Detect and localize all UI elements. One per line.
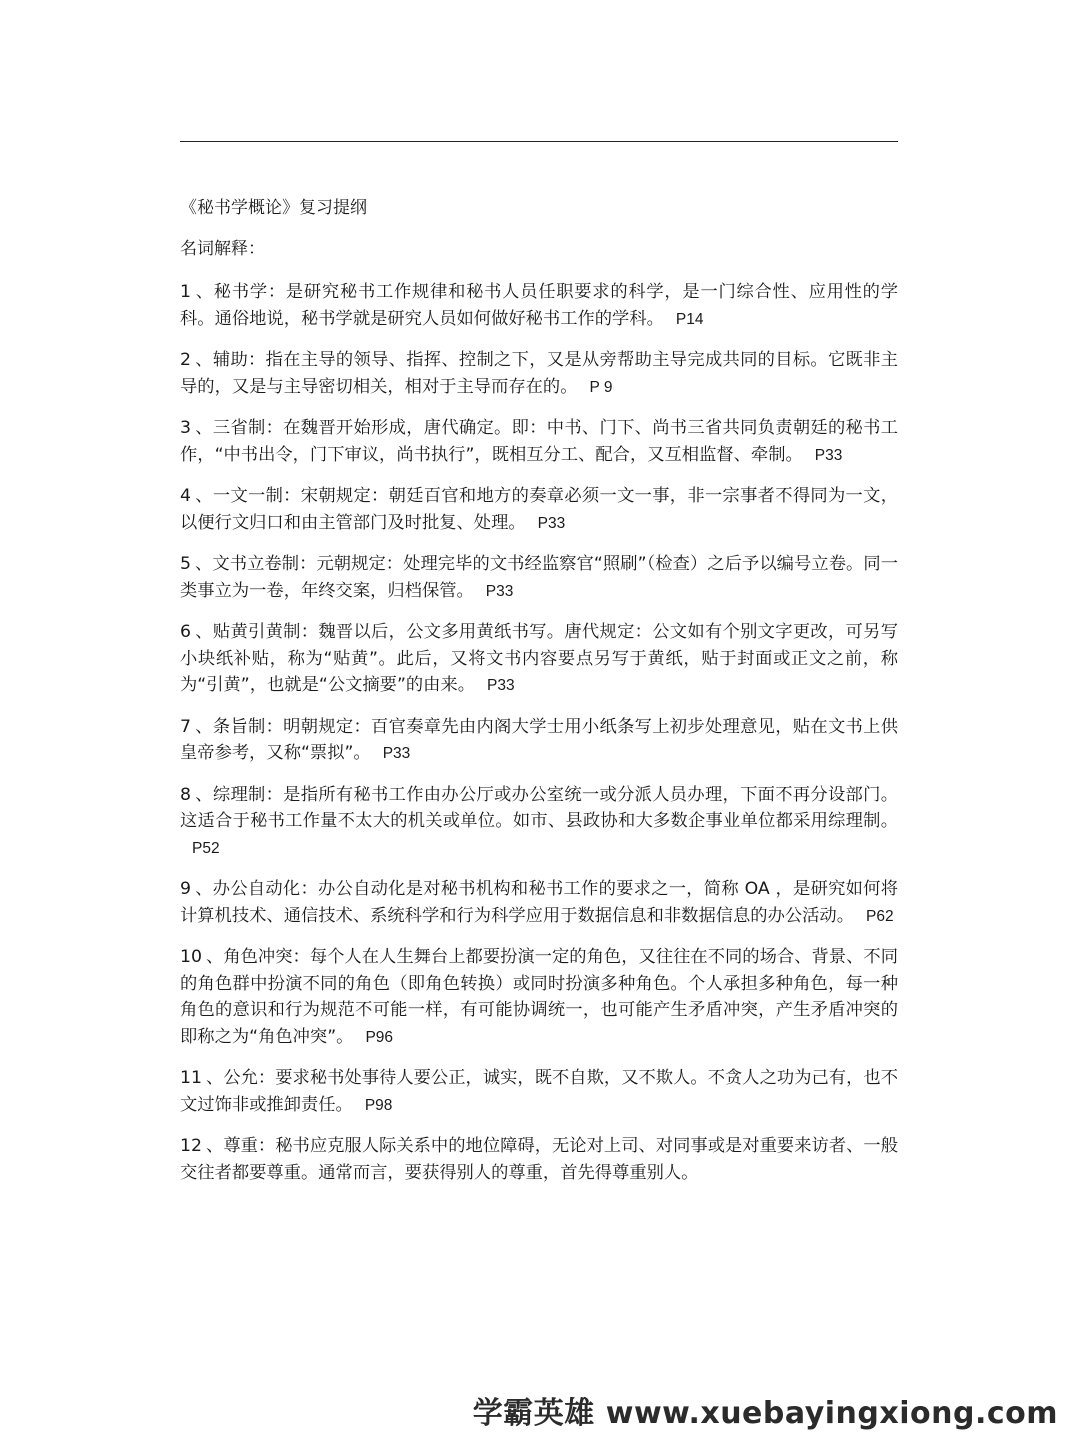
entry-number: 5 — [180, 554, 191, 574]
entry-number: 7 — [180, 716, 191, 737]
term-entry — [180, 279, 898, 333]
page-reference: P52 — [192, 839, 220, 857]
page-reference: P33 — [487, 677, 515, 694]
entry-number: 8 — [180, 784, 191, 805]
term-entry — [180, 1065, 898, 1119]
document-title: 《秘书学概论》复习提纲 — [180, 198, 367, 218]
entry-number: 1 — [180, 282, 191, 302]
page-reference: P98 — [364, 1096, 393, 1114]
page-reference: P14 — [675, 310, 704, 328]
page-reference: P33 — [382, 745, 411, 762]
entry-number: 12 — [180, 1136, 202, 1156]
entry-number: 11 — [180, 1068, 202, 1088]
entry-number: 9 — [180, 879, 191, 899]
entry-text: 、条旨制：明朝规定：百官奏章先由内阁大学士用小纸条写上初步处理意见，贴在文书上供皇帝参考，又称“票拟”。 — [180, 716, 898, 763]
entry-text: 、三省制：在魏晋开始形成，唐代确定。即：中书、门下、尚书三省共同负责朝廷的秘书工作，“中书出令，门下审议，尚书执行”，既相互分工、配合，又互相监督、牵制。 — [180, 418, 898, 465]
term-entry — [180, 782, 898, 863]
entry-text: 、一文一制：宋朝规定：朝廷百官和地方的奏章必须一文一事，非一宗事者不得同为一文，以便行文归口和由主管部门及时批复、处理。 — [180, 486, 898, 533]
page-reference: P 9 — [589, 378, 613, 396]
page-reference: P33 — [537, 514, 566, 532]
term-entry — [180, 347, 898, 401]
entry-text: 、公允：要求秘书处事待人要公正，诚实，既不自欺，又不欺人。不贪人之功为己有，也不文过饰非或推卸责任。 — [180, 1068, 898, 1115]
page-reference: P33 — [814, 446, 843, 464]
entry-text: 、综理制：是指所有秘书工作由办公厅或办公室统一或分派人员办理，下面不再分设部门。这适合于秘书工作量不太大的机关或单位。如市、县政协和大多数企事业单位都采用综理制。 — [180, 784, 898, 831]
entry-text: 、尊重：秘书应克服人际关系中的地位障碍，无论对上司、对同事或是对重要来访者、一般交往者都要尊重。通常而言，要获得别人的尊重，首先得尊重别人。 — [180, 1136, 898, 1183]
page-reference: P62 — [865, 907, 894, 925]
entry-number: 10 — [180, 947, 202, 967]
term-list — [180, 279, 898, 1186]
header-rule — [180, 141, 898, 142]
entry-text: 、贴黄引黄制：魏晋以后，公文多用黄纸书写。唐代规定：公文如有个别文字更改，可另写小块纸补贴，称为“贴黄”。此后，又将文书内容要点另写于黄纸，贴于封面或正文之前，称为“引黄”，也就是“公文摘要”的由来。 — [180, 622, 898, 695]
entry-text: 、秘书学：是研究秘书工作规律和秘书人员任职要求的科学，是一门综合性、应用性的学科。通俗地说，秘书学就是研究人员如何做好秘书工作的学科。 — [180, 282, 898, 329]
term-entry — [180, 483, 898, 537]
entry-number: 6 — [180, 622, 191, 642]
page-reference: P96 — [365, 1028, 394, 1046]
site-watermark: 学霸英雄 www.xuebayingxiong.com — [472, 1396, 1058, 1431]
entry-text: 、辅助：指在主导的领导、指挥、控制之下，又是从旁帮助主导完成共同的目标。它既非主导的，又是与主导密切相关，相对于主导而存在的。 — [180, 350, 898, 397]
term-entry — [180, 714, 898, 768]
entry-number: 2 — [180, 350, 191, 370]
page-reference: P33 — [485, 582, 514, 600]
entry-number: 4 — [180, 486, 191, 506]
term-entry — [180, 619, 898, 700]
entry-text: 、文书立卷制：元朝规定：处理完毕的文书经监察官“照刷”（检查）之后予以编号立卷。同一类事立为一卷，年终交案，归档保管。 — [180, 554, 898, 601]
term-entry — [180, 551, 898, 605]
term-entry — [180, 944, 898, 1051]
term-entry — [180, 415, 898, 469]
term-entry — [180, 1133, 898, 1186]
section-heading: 名词解释： — [180, 239, 265, 259]
entry-number: 3 — [180, 418, 191, 438]
entry-text: 、办公自动化：办公自动化是对秘书机构和秘书工作的要求之一，简称 OA ，是研究如何将计算机技术、通信技术、系统科学和行为科学应用于数据信息和非数据信息的办公活动。 — [180, 879, 898, 926]
term-entry — [180, 876, 898, 930]
document-body — [180, 195, 898, 1200]
entry-text: 、角色冲突：每个人在人生舞台上都要扮演一定的角色，又往往在不同的场合、背景、不同的角色群中扮演不同的角色（即角色转换）或同时扮演多种角色。个人承担多种角色，每一种角色的意识和行为规范不可能一样，有可能协调统一，也可能产生矛盾冲突，产生矛盾冲突的即称之为“角色冲突”。 — [180, 947, 898, 1047]
